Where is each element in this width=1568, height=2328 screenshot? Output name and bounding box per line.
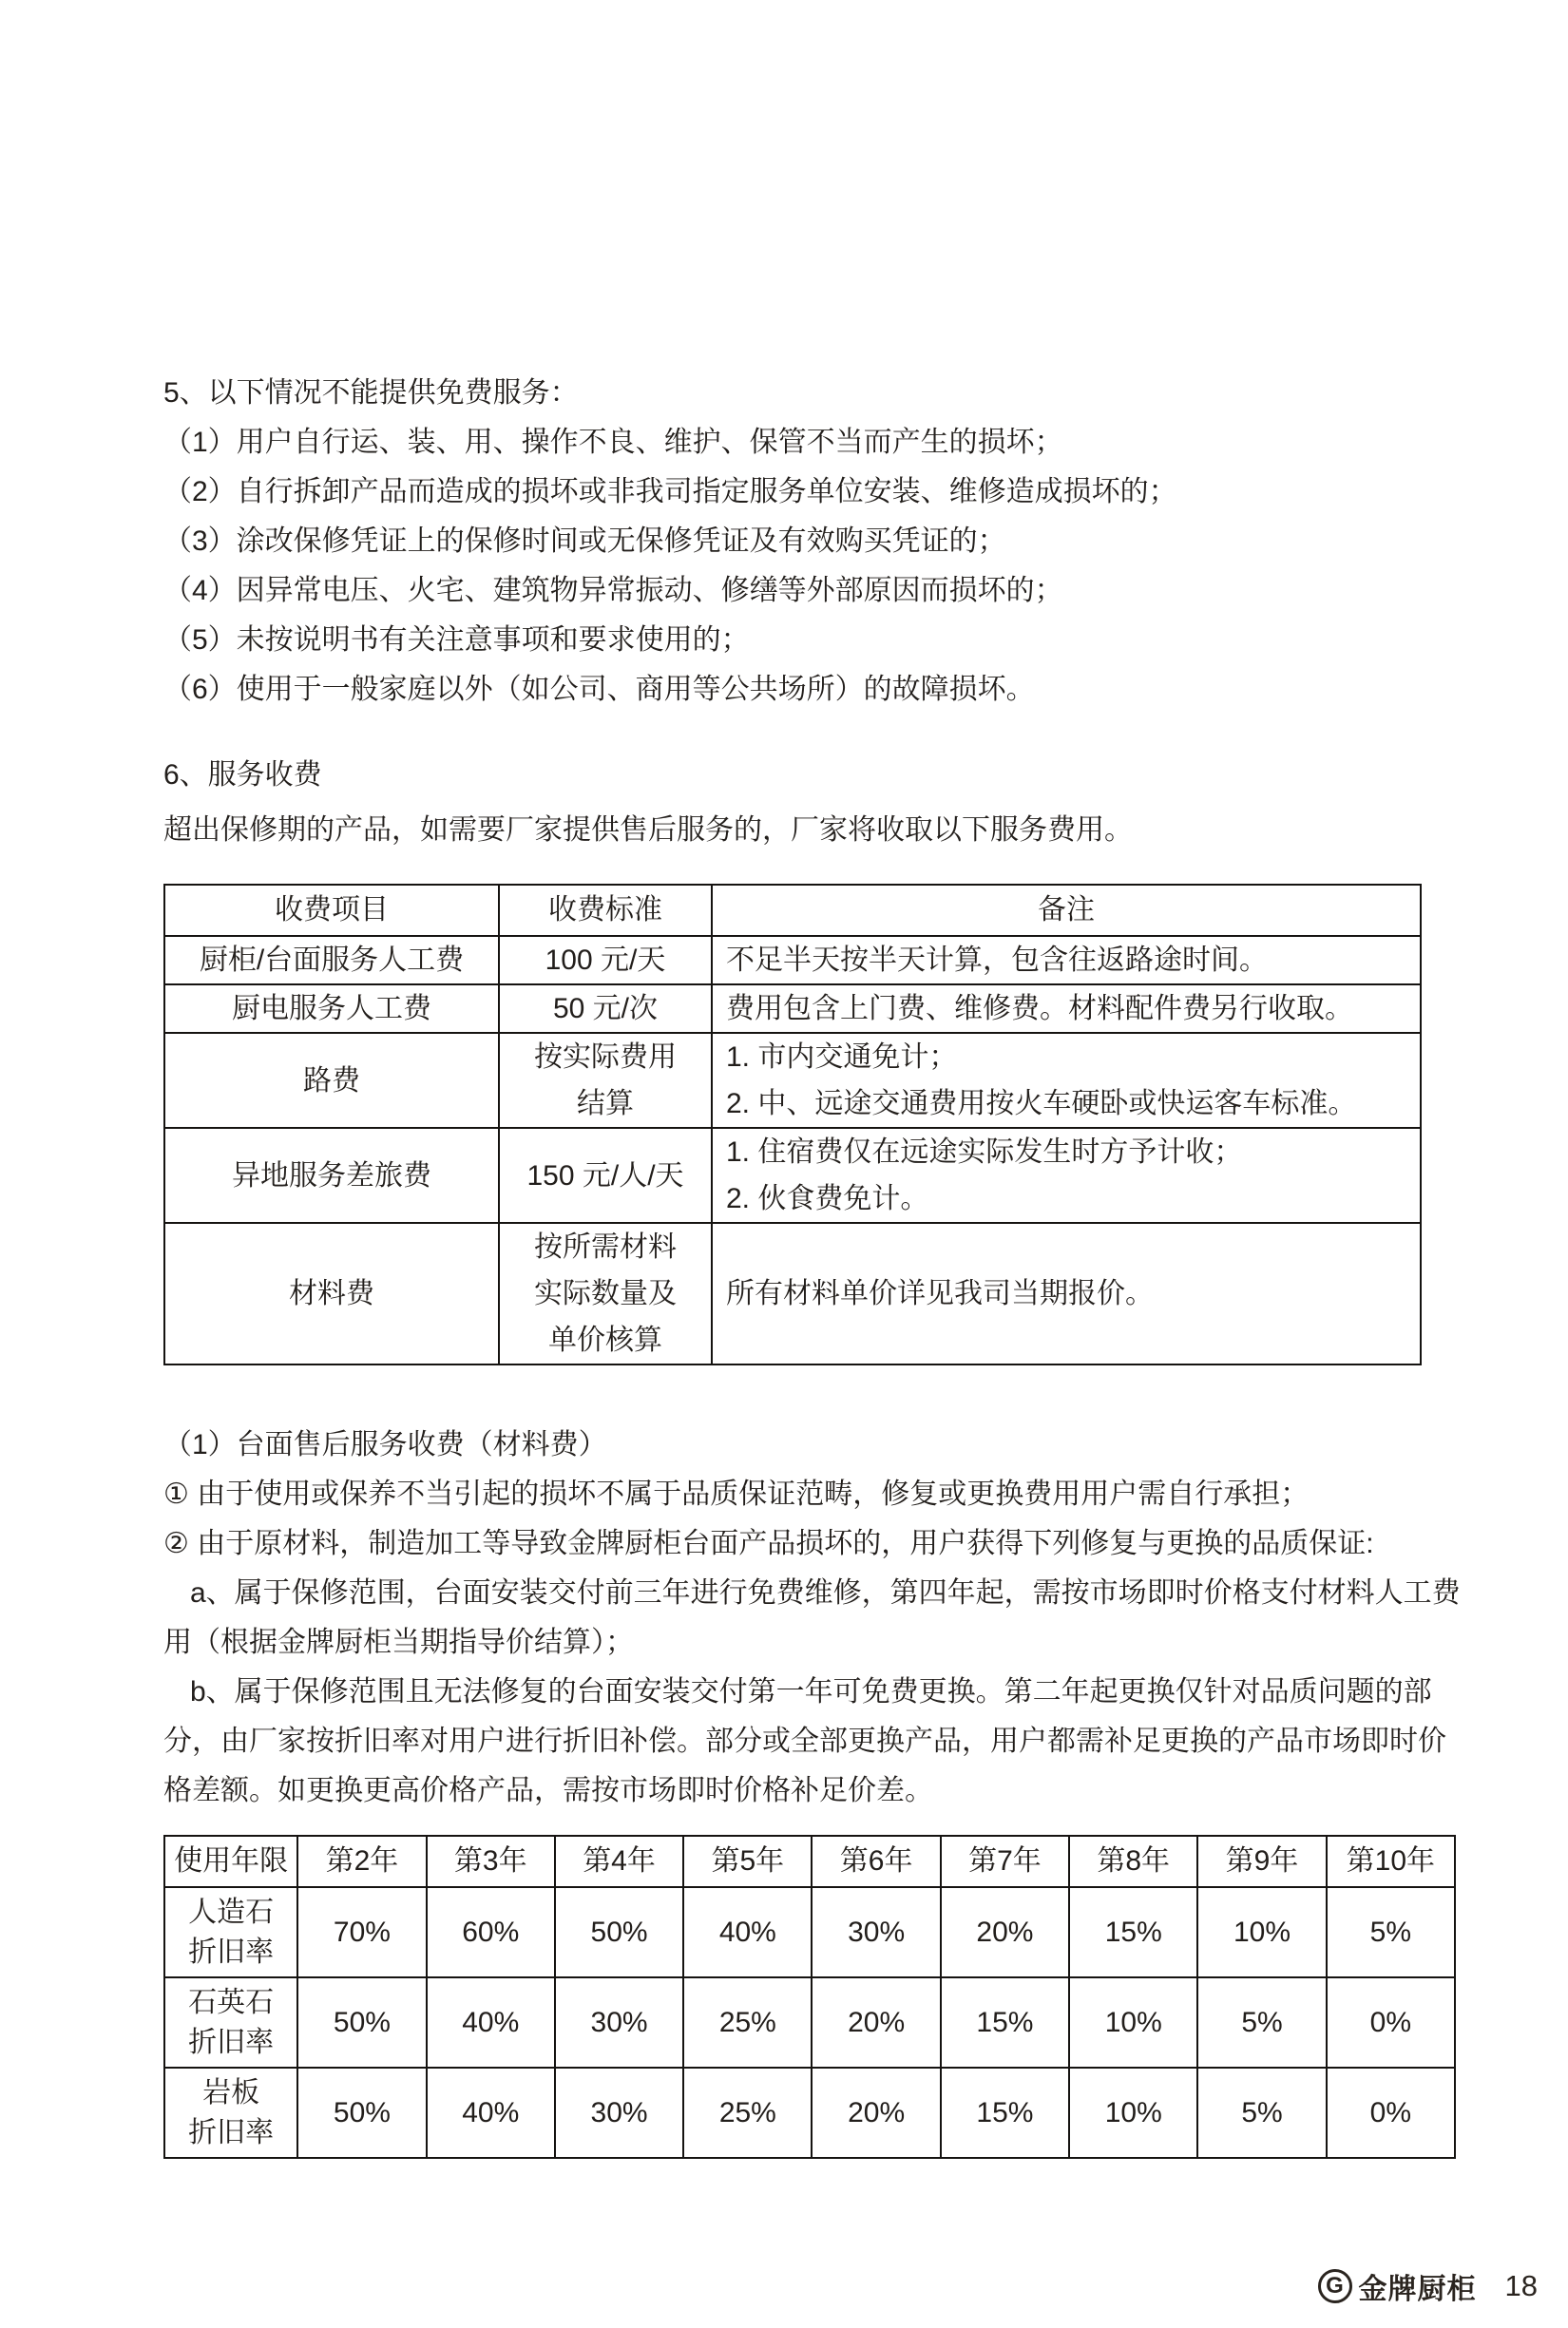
sub1-point2: ② 由于原材料，制造加工等导致金牌厨柜台面产品损坏的，用户获得下列修复与更换的品质保证:	[163, 1528, 1374, 1559]
fee-note-cell	[712, 1223, 1421, 1364]
fee-item-line: 厨柜/台面服务人工费	[199, 945, 465, 976]
fee-item-line: 厨电服务人工费	[232, 993, 431, 1024]
depreciation-value-cell: 30%	[812, 1887, 940, 1977]
sub1-point1: ① 由于使用或保养不当引起的损坏不属于品质保证范畴，修复或更换费用用户需自行承担；	[163, 1479, 1310, 1510]
fee-item-line: 异地服务差旅费	[232, 1159, 431, 1192]
depreciation-col-header: 第2年	[297, 1836, 426, 1887]
fee-col-header: 收费标准	[499, 885, 712, 936]
brand-name: 金牌厨柜	[1358, 2274, 1477, 2305]
fee-standard-line: 100 元/天	[545, 945, 666, 976]
depreciation-col-header: 第6年	[812, 1836, 940, 1887]
depreciation-value-cell: 5%	[1327, 1887, 1455, 1977]
fee-standard-cell	[499, 1033, 712, 1128]
section5-items	[163, 418, 1468, 715]
fee-item-cell	[164, 1128, 499, 1223]
fee-standard-cell	[499, 936, 712, 984]
fee-item-line: 材料费	[289, 1278, 374, 1309]
depreciation-value-cell: 40%	[683, 1887, 812, 1977]
depreciation-col-header: 第4年	[555, 1836, 683, 1887]
section5-item: （5）未按说明书有关注意事项和要求使用的；	[163, 624, 750, 656]
section6-title: 6、服务收费	[163, 759, 322, 791]
depreciation-label-line: 折旧率	[188, 1936, 275, 1968]
depreciation-value-cell: 25%	[683, 2068, 812, 2158]
fee-item-cell	[164, 1033, 499, 1128]
sub1-para-a: a、属于保修范围，台面安装交付前三年进行免费维修，第四年起，需按市场即时价格支付材料人工费用（根据金牌厨柜当期指导价结算）；	[163, 1577, 1461, 1658]
section5-title: 5、以下情况不能提供免费服务：	[163, 377, 579, 409]
section5-item: （4）因异常电压、火宅、建筑物异常振动、修缮等外部原因而损坏的；	[163, 575, 1063, 606]
sub1-heading: （1）台面售后服务收费（材料费）	[163, 1429, 607, 1460]
depreciation-label-line: 石英石	[188, 1986, 275, 2018]
fee-standard-line: 150 元/人/天	[526, 1159, 684, 1192]
depreciation-value-cell: 15%	[1069, 1887, 1197, 1977]
page-number: 18	[1504, 2269, 1538, 2302]
fee-col-header: 备注	[712, 885, 1421, 936]
depreciation-value-cell: 20%	[812, 2068, 940, 2158]
depreciation-value-cell: 50%	[297, 1977, 426, 2068]
fee-standard-line: 结算	[577, 1088, 634, 1119]
depreciation-table	[163, 1835, 1456, 2159]
depreciation-table-header-row	[164, 1836, 1455, 1887]
depreciation-col-header: 使用年限	[164, 1836, 297, 1887]
page-footer	[1318, 2265, 1538, 2307]
fee-note-cell	[712, 936, 1421, 984]
depreciation-label-cell	[164, 2068, 297, 2158]
brand-logo-icon	[1318, 2269, 1352, 2303]
fee-note-line: 1. 市内交通免计；	[726, 1041, 958, 1073]
section5-item: （3）涂改保修凭证上的保修时间或无保修凭证及有效购买凭证的；	[163, 525, 1006, 557]
depreciation-col-header: 第10年	[1327, 1836, 1455, 1887]
depreciation-value-cell: 40%	[427, 1977, 555, 2068]
depreciation-label-cell	[164, 1977, 297, 2068]
fee-standard-cell	[499, 984, 712, 1033]
depreciation-table-row	[164, 1887, 1455, 1977]
fee-note-line: 费用包含上门费、维修费。材料配件费另行收取。	[726, 993, 1353, 1024]
depreciation-value-cell: 50%	[555, 1887, 683, 1977]
depreciation-value-cell: 15%	[941, 1977, 1069, 2068]
fee-note-cell	[712, 984, 1421, 1033]
depreciation-value-cell: 40%	[427, 2068, 555, 2158]
section5-item: （6）使用于一般家庭以外（如公司、商用等公共场所）的故障损坏。	[163, 674, 1035, 705]
depreciation-label-line: 人造石	[188, 1896, 275, 1928]
depreciation-table-row	[164, 2068, 1455, 2158]
depreciation-value-cell: 0%	[1327, 2068, 1455, 2158]
depreciation-label-line: 折旧率	[188, 2026, 275, 2058]
fee-item-cell	[164, 984, 499, 1033]
depreciation-value-cell: 50%	[297, 2068, 426, 2158]
depreciation-table-row	[164, 1977, 1455, 2068]
depreciation-col-header: 第5年	[683, 1836, 812, 1887]
fee-standard-cell	[499, 1128, 712, 1223]
depreciation-value-cell: 60%	[427, 1887, 555, 1977]
fee-standard-line: 50 元/次	[552, 993, 659, 1024]
depreciation-value-cell: 0%	[1327, 1977, 1455, 2068]
fee-note-line: 2. 伙食费免计。	[726, 1183, 929, 1214]
fee-note-line: 1. 住宿费仅在远途实际发生时方予计收；	[726, 1136, 1243, 1168]
fee-item-cell	[164, 936, 499, 984]
depreciation-col-header: 第8年	[1069, 1836, 1197, 1887]
fee-table	[163, 884, 1422, 1365]
section5-item: （2）自行拆卸产品而造成的损坏或非我司指定服务单位安装、维修造成损坏的；	[163, 476, 1177, 507]
fee-standard-line: 单价核算	[548, 1325, 662, 1356]
fee-col-header: 收费项目	[164, 885, 499, 936]
depreciation-value-cell: 10%	[1069, 2068, 1197, 2158]
fee-table-row	[164, 1223, 1421, 1364]
depreciation-value-cell: 30%	[555, 2068, 683, 2158]
depreciation-value-cell: 10%	[1069, 1977, 1197, 2068]
fee-table-header-row	[164, 885, 1421, 936]
fee-standard-line: 按所需材料	[534, 1231, 677, 1263]
fee-note-line: 不足半天按半天计算，包含往返路途时间。	[726, 945, 1268, 976]
section5-item: （1）用户自行运、装、用、操作不良、维护、保管不当而产生的损坏；	[163, 427, 1063, 458]
depreciation-value-cell: 5%	[1197, 1977, 1326, 2068]
depreciation-value-cell: 5%	[1197, 2068, 1326, 2158]
depreciation-col-header: 第3年	[427, 1836, 555, 1887]
depreciation-label-line: 折旧率	[188, 2116, 275, 2148]
depreciation-value-cell: 20%	[941, 1887, 1069, 1977]
fee-note-cell	[712, 1033, 1421, 1128]
depreciation-table-body	[164, 1887, 1455, 2158]
depreciation-value-cell: 30%	[555, 1977, 683, 2068]
fee-table-body	[164, 936, 1421, 1364]
sub1-para-b: b、属于保修范围且无法修复的台面安装交付第一年可免费更换。第二年起更换仅针对品质问题的部分，由厂家按折旧率对用户进行折旧补偿。部分或全部更换产品，用户都需补足更换的产品市场即时价格差额。如更换更高价格产品，需按市场即时价格补足价差。	[163, 1676, 1446, 1806]
depreciation-label-line: 岩板	[202, 2076, 260, 2109]
fee-standard-cell	[499, 1223, 712, 1364]
depreciation-value-cell: 15%	[941, 2068, 1069, 2158]
fee-item-line: 路费	[303, 1064, 360, 1097]
fee-table-row	[164, 984, 1421, 1033]
fee-table-row	[164, 1033, 1421, 1128]
depreciation-value-cell: 20%	[812, 1977, 940, 2068]
depreciation-col-header: 第9年	[1197, 1836, 1326, 1887]
fee-table-row	[164, 936, 1421, 984]
fee-standard-line: 实际数量及	[534, 1278, 677, 1309]
section6-intro: 超出保修期的产品，如需要厂家提供售后服务的，厂家将收取以下服务费用。	[163, 814, 1133, 846]
fee-note-cell	[712, 1128, 1421, 1223]
fee-table-row	[164, 1128, 1421, 1223]
depreciation-label-cell	[164, 1887, 297, 1977]
depreciation-value-cell: 10%	[1197, 1887, 1326, 1977]
depreciation-col-header: 第7年	[941, 1836, 1069, 1887]
fee-item-cell	[164, 1223, 499, 1364]
fee-note-line: 所有材料单价详见我司当期报价。	[726, 1278, 1154, 1309]
fee-standard-line: 按实际费用	[534, 1041, 677, 1073]
fee-note-line: 2. 中、远途交通费用按火车硬卧或快运客车标准。	[726, 1088, 1357, 1119]
depreciation-value-cell: 70%	[297, 1887, 426, 1977]
depreciation-value-cell: 25%	[683, 1977, 812, 2068]
brand-logo-letter: G	[1326, 2273, 1344, 2299]
